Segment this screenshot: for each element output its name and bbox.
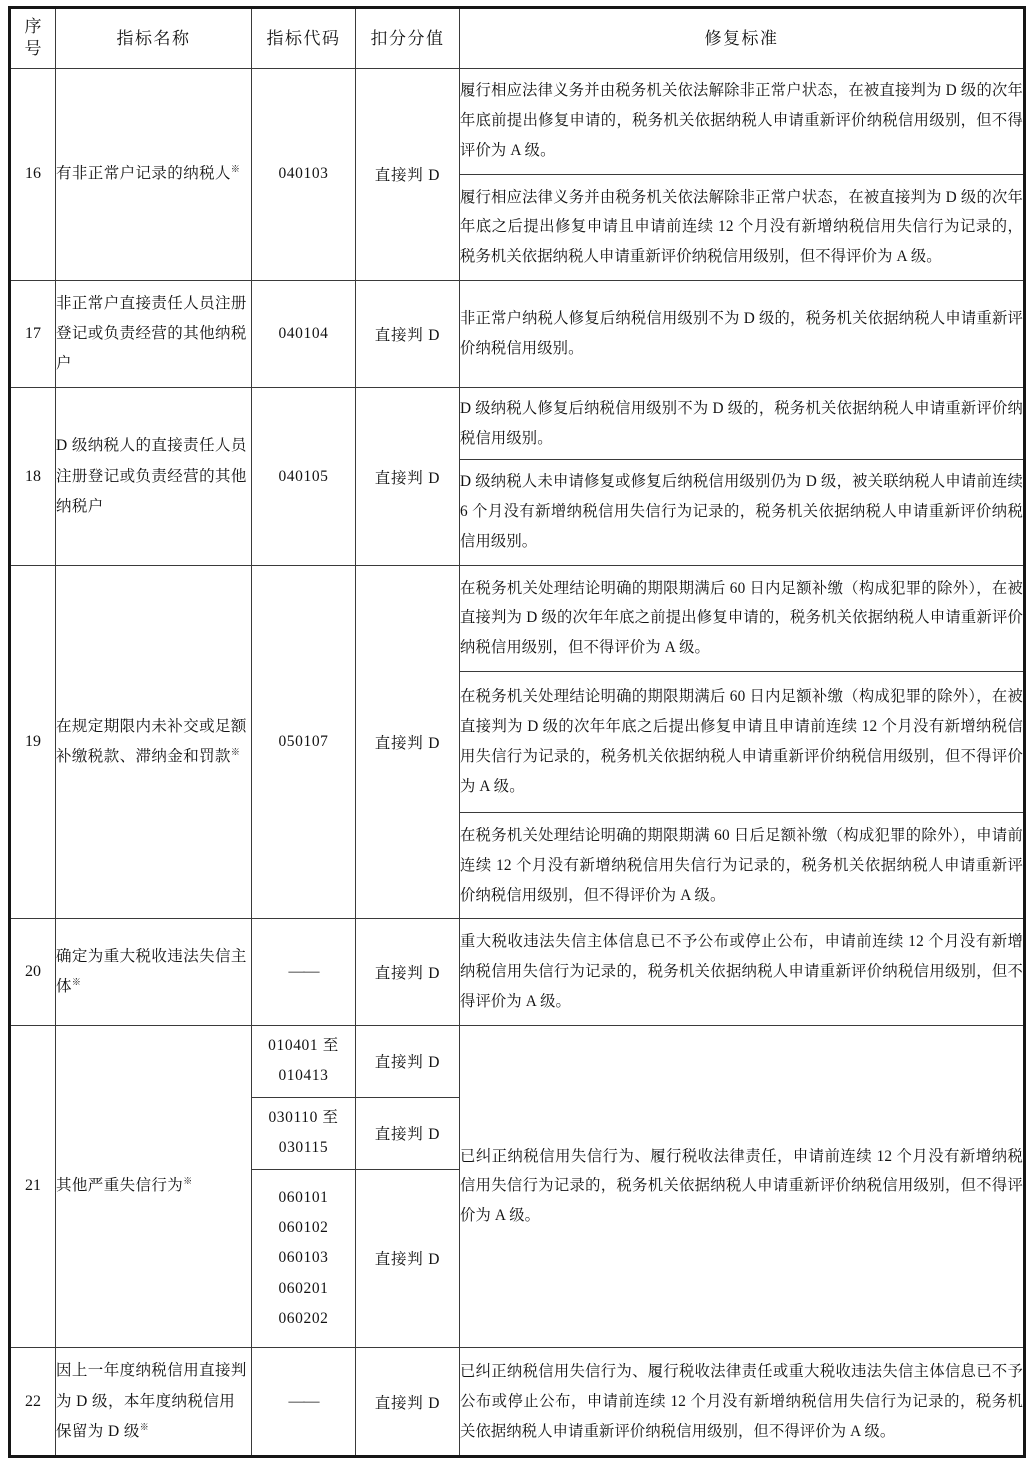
row-score: 直接判 D (356, 1097, 460, 1169)
row-standard (460, 671, 1025, 812)
row-seq: 21 (10, 1025, 56, 1348)
standard-text: 履行相应法律义务并由税务机关依法解除非正常户状态，在被直接判为 D 级的次年年底之后提出修复申请且申请前连续 12 个月没有新增纳税信用失信行为记录的，税务机关依据纳税人申请重新评价纳税信用级别，但不得评价为 A 级。 (460, 188, 1023, 266)
row-standard (460, 280, 1025, 388)
row-score: 直接判 D (356, 1169, 460, 1347)
table-row (10, 388, 1025, 459)
row-score: 直接判 D (356, 388, 460, 565)
footnote-mark: ※ (230, 163, 240, 174)
row-standard (460, 919, 1025, 1025)
code-line: 060103 (278, 1249, 329, 1267)
row-indicator-name (56, 388, 252, 565)
standard-text: 重大税收违法失信主体信息已不予公布或停止公布，申请前连续 12 个月没有新增纳税信用失信行为记录的，税务机关依据纳税人申请重新评价纳税信用级别，但不得评价为 A 级。 (460, 933, 1023, 1010)
table-header (10, 8, 1025, 69)
row-score: 直接判 D (356, 68, 460, 280)
indicator-name-text: 在规定期限内未补交或足额补缴税款、滞纳金和罚款 (56, 717, 247, 766)
table-row (10, 1348, 1025, 1457)
row-standard (460, 565, 1025, 671)
code-line: 060201 (278, 1279, 329, 1297)
footnote-mark: ※ (230, 746, 240, 757)
row-score: 直接判 D (356, 565, 460, 919)
footnote-mark: ※ (71, 976, 81, 987)
row-indicator-code: —— (252, 919, 356, 1025)
table-row (10, 919, 1025, 1025)
row-standard (460, 813, 1025, 919)
code-line: 010413 (278, 1067, 329, 1085)
table-row (10, 280, 1025, 388)
code-line: 060101 (278, 1188, 329, 1206)
column-header-seq (10, 8, 56, 69)
standard-text: D 级纳税人未申请修复或修复后纳税信用级别仍为 D 级，被关联纳税人申请前连续 6 个月没有新增纳税信用失信行为记录的，税务机关依据纳税人申请重新评价纳税信用级别。 (460, 473, 1023, 551)
indicator-name-text: 因上一年度纳税信用直接判为 D 级，本年度纳税信用保留为 D 级 (56, 1362, 247, 1440)
row-score: 直接判 D (356, 1025, 460, 1097)
standard-text: 在税务机关处理结论明确的期限期满后 60 日内足额补缴（构成犯罪的除外），在被直接判为 D 级的次年年底之前提出修复申请的，税务机关依据纳税人申请重新评价纳税信用级别，但不得评价为 A 级。 (460, 579, 1023, 657)
row-seq: 20 (10, 919, 56, 1025)
standard-text: 非正常户纳税人修复后纳税信用级别不为 D 级的，税务机关依据纳税人申请重新评价纳税信用级别。 (460, 310, 1023, 358)
row-seq: 19 (10, 565, 56, 919)
table-body (10, 68, 1025, 1457)
code-line: 010401 至 (268, 1036, 339, 1054)
table-row (10, 565, 1025, 671)
standard-text: D 级纳税人修复后纳税信用级别不为 D 级的，税务机关依据纳税人申请重新评价纳税信用级别。 (460, 399, 1023, 447)
row-standard (460, 1025, 1025, 1348)
row-indicator-name (56, 565, 252, 919)
standard-text: 已纠正纳税信用失信行为、履行税收法律责任或重大税收违法失信主体信息已不予公布或停止公布，申请前连续 12 个月没有新增纳税信用失信行为记录的，税务机关依据纳税人申请重新评价纳税信用级别，但不得评价为 A 级。 (460, 1362, 1023, 1440)
row-standard (460, 1348, 1025, 1457)
row-seq: 17 (10, 280, 56, 388)
column-header-name: 指标名称 (56, 8, 252, 69)
row-standard (460, 388, 1025, 459)
footnote-mark: ※ (139, 1421, 149, 1432)
header-char-hao: 号 (24, 38, 42, 58)
row-indicator-code: —— (252, 1348, 356, 1457)
table-row (10, 68, 1025, 174)
indicator-name-text: 非正常户直接责任人员注册登记或负责经营的其他纳税户 (56, 294, 247, 373)
indicator-name-text: 其他严重失信行为 (56, 1177, 184, 1195)
row-score: 直接判 D (356, 1348, 460, 1457)
row-indicator-code (252, 1097, 356, 1169)
indicator-name-text: 确定为重大税收违法失信主体 (56, 947, 247, 995)
standard-text: 履行相应法律义务并由税务机关依法解除非正常户状态，在被直接判为 D 级的次年年底前提出修复申请的，税务机关依据纳税人申请重新评价纳税信用级别，但不得评价为 A 级。 (460, 82, 1023, 159)
indicator-name-text: D 级纳税人的直接责任人员注册登记或负责经营的其他纳税户 (56, 437, 247, 515)
code-line: 060202 (278, 1309, 329, 1327)
row-indicator-code (252, 1169, 356, 1347)
row-indicator-code: 040104 (252, 280, 356, 388)
footnote-mark: ※ (183, 1176, 193, 1187)
header-row (10, 8, 1025, 69)
row-indicator-name (56, 919, 252, 1025)
row-standard (460, 459, 1025, 565)
row-indicator-name (56, 1348, 252, 1457)
row-indicator-code: 040105 (252, 388, 356, 565)
table-row (10, 1025, 1025, 1097)
row-indicator-name (56, 1025, 252, 1348)
code-line: 030110 至 (268, 1108, 339, 1126)
row-seq: 16 (10, 68, 56, 280)
row-score: 直接判 D (356, 280, 460, 388)
column-header-standard: 修复标准 (460, 8, 1025, 69)
row-indicator-code: 050107 (252, 565, 356, 919)
row-standard (460, 68, 1025, 174)
standard-text: 已纠正纳税信用失信行为、履行税收法律责任，申请前连续 12 个月没有新增纳税信用失信行为记录的，税务机关依据纳税人申请重新评价纳税信用级别，但不得评价为 A 级。 (460, 1147, 1023, 1225)
row-standard (460, 174, 1025, 280)
code-line: 030115 (278, 1139, 329, 1157)
row-indicator-code: 040103 (252, 68, 356, 280)
row-indicator-name (56, 68, 252, 280)
row-indicator-code (252, 1025, 356, 1097)
code-line: 060102 (278, 1219, 329, 1237)
indicator-name-text: 有非正常户记录的纳税人 (56, 165, 231, 183)
row-seq: 18 (10, 388, 56, 565)
column-header-score: 扣分分值 (356, 8, 460, 69)
row-indicator-name (56, 280, 252, 388)
standard-text: 在税务机关处理结论明确的期限期满后 60 日内足额补缴（构成犯罪的除外），在被直接判为 D 级的次年年底之后提出修复申请且申请前连续 12 个月没有新增纳税信用失信行为记录的，税务机关依据纳税人申请重新评价纳税信用级别，但不得评价为 A 级。 (460, 688, 1023, 795)
row-score: 直接判 D (356, 919, 460, 1025)
standard-text: 在税务机关处理结论明确的期限期满 60 日后足额补缴（构成犯罪的除外），申请前连续 12 个月没有新增纳税信用失信行为记录的，税务机关依据纳税人申请重新评价纳税信用级别，但不得评价为 A 级。 (460, 827, 1023, 904)
header-char-xu: 序 (24, 17, 42, 36)
tax-credit-repair-table (8, 6, 1026, 1458)
row-seq: 22 (10, 1348, 56, 1457)
column-header-code: 指标代码 (252, 8, 356, 69)
